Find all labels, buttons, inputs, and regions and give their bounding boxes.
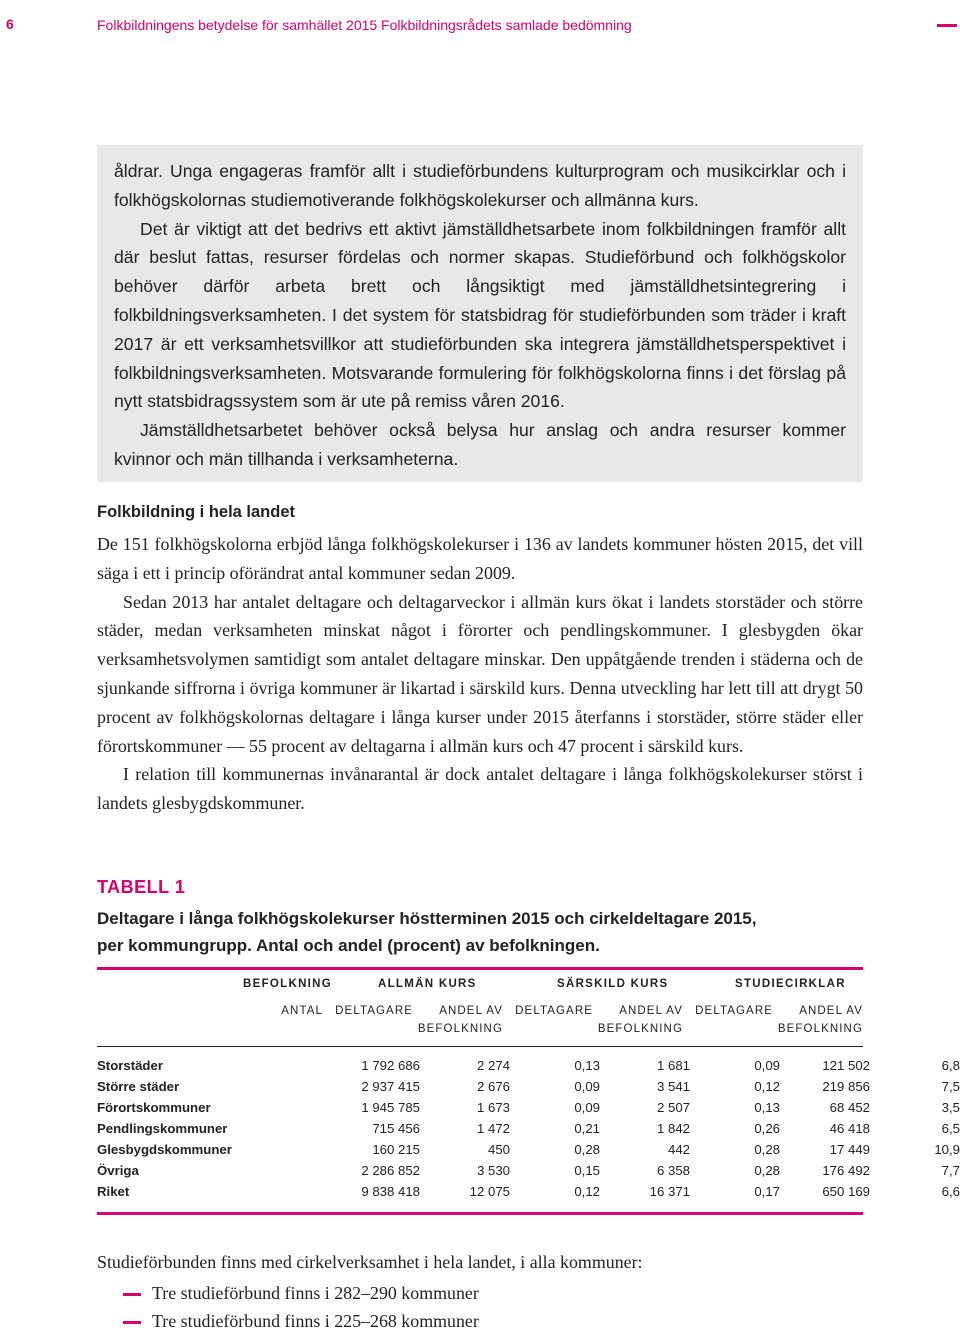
cell-befolkning: 160 215: [372, 1142, 420, 1157]
body-paragraph: I relation till kommunernas invånarantal är dock antalet deltagare i långa folkhögskolekurser störst i landets glesbygdskommuner.: [97, 764, 863, 814]
cell-sc-andel: 7,7: [941, 1163, 960, 1178]
cell-ak-deltagare: 2 274: [476, 1058, 510, 1073]
table-header-rule: [97, 1046, 863, 1047]
section-body: [97, 530, 863, 818]
subheader-text: ANDEL AV: [619, 1005, 683, 1017]
body-paragraph: De 151 folkhögskolorna erbjöd långa folkhögskolekurser i 136 av landets kommuner hösten 2015, det vill säga i ett i princip oförändrat antal kommuner sedan 2009.: [97, 534, 863, 583]
row-label: Större städer: [97, 1079, 180, 1094]
cell-sc-andel: 6,5: [941, 1121, 960, 1136]
page-header: [0, 14, 960, 38]
cell-sc-andel: 6,8: [941, 1058, 960, 1073]
subheader-andel: [413, 1002, 503, 1038]
subheader-text: ANDEL AV: [799, 1005, 863, 1017]
cell-ak-andel: 0,12: [574, 1184, 600, 1199]
highlight-box: [97, 145, 863, 482]
cell-ak-deltagare: 450: [487, 1142, 510, 1157]
cell-sk-andel: 0,12: [754, 1079, 780, 1094]
table-bottom-rule: [97, 1212, 863, 1215]
table-title-line: Deltagare i långa folkhögskolekurser höstterminen 2015 och cirkeldeltagare 2015,: [97, 909, 757, 928]
subheader-text: BEFOLKNING: [777, 1023, 863, 1035]
table-row: [97, 1121, 960, 1142]
bullet-dash-icon: [123, 1293, 141, 1296]
group-header-studiecirklar: STUDIECIRKLAR: [735, 978, 846, 990]
cell-sc-andel: 6,6: [941, 1184, 960, 1199]
row-label: Pendlingskommuner: [97, 1121, 228, 1136]
list-item: [97, 1307, 479, 1335]
row-label: Riket: [97, 1184, 130, 1199]
row-label: Övriga: [97, 1163, 139, 1178]
table-top-rule: [97, 967, 863, 970]
row-label: Förortskommuner: [97, 1100, 211, 1115]
subheader-text: DELTAGARE: [335, 1005, 413, 1017]
cell-ak-deltagare: 3 530: [476, 1163, 510, 1178]
cell-sk-deltagare: 1 681: [656, 1058, 690, 1073]
cell-sk-andel: 0,26: [754, 1121, 780, 1136]
cell-befolkning: 2 937 415: [361, 1079, 420, 1094]
table-title: [97, 905, 863, 959]
subheader-text: DELTAGARE: [515, 1005, 593, 1017]
cell-befolkning: 9 838 418: [361, 1184, 420, 1199]
table-title-line: per kommungrupp. Antal och andel (procent) av befolkningen.: [97, 936, 600, 955]
cell-sk-deltagare: 6 358: [656, 1163, 690, 1178]
cell-sc-deltagare: 121 502: [822, 1058, 870, 1073]
list-item-text: Tre studieförbund finns i 282–290 kommuner: [152, 1283, 479, 1303]
cell-ak-andel: 0,21: [574, 1121, 600, 1136]
cell-ak-andel: 0,15: [574, 1163, 600, 1178]
cell-sk-deltagare: 16 371: [649, 1184, 690, 1199]
cell-befolkning: 715 456: [372, 1121, 420, 1136]
footer-intro: Studieförbunden finns med cirkelverksamhet i hela landet, i alla kommuner:: [97, 1252, 643, 1272]
cell-sk-andel: 0,28: [754, 1163, 780, 1178]
cell-sc-andel: 3,5: [941, 1100, 960, 1115]
cell-sc-deltagare: 17 449: [829, 1142, 870, 1157]
subheader-text: ANTAL: [281, 1005, 323, 1017]
cell-ak-deltagare: 12 075: [469, 1184, 510, 1199]
cell-sc-deltagare: 176 492: [822, 1163, 870, 1178]
bullet-list: [97, 1279, 479, 1335]
table-row: [97, 1163, 960, 1184]
subheader-andel: [773, 1002, 863, 1038]
subheader-deltagare: [693, 1002, 773, 1020]
section-heading: Folkbildning i hela landet: [97, 503, 296, 521]
cell-befolkning: 2 286 852: [361, 1163, 420, 1178]
cell-sk-deltagare: 3 541: [656, 1079, 690, 1094]
header-dash-decoration: [937, 24, 957, 27]
subheader-deltagare: [333, 1002, 413, 1020]
cell-befolkning: 1 792 686: [361, 1058, 420, 1073]
row-label: Storstäder: [97, 1058, 163, 1073]
list-item-text: Tre studieförbund finns i 225–268 kommuner: [152, 1311, 479, 1331]
highlight-box-text: [114, 157, 846, 474]
cell-ak-andel: 0,13: [574, 1058, 600, 1073]
group-header-sarskild-kurs: SÄRSKILD KURS: [557, 978, 669, 990]
subheader-deltagare: [513, 1002, 593, 1020]
cell-ak-andel: 0,09: [574, 1100, 600, 1115]
cell-sk-andel: 0,28: [754, 1142, 780, 1157]
table-row: [97, 1079, 960, 1100]
cell-sk-andel: 0,09: [754, 1058, 780, 1073]
cell-befolkning: 1 945 785: [361, 1100, 420, 1115]
box-paragraph: Jämställdhetsarbetet behöver också belysa hur anslag och andra resurser kommer kvinnor och män tillhanda i verksamheterna.: [114, 420, 846, 469]
cell-sk-andel: 0,17: [754, 1184, 780, 1199]
running-title: Folkbildningens betydelse för samhället 2015 Folkbildningsrådets samlade bedömning: [97, 17, 632, 33]
cell-sk-deltagare: 2 507: [656, 1100, 690, 1115]
cell-sc-deltagare: 46 418: [829, 1121, 870, 1136]
cell-sk-deltagare: 442: [667, 1142, 690, 1157]
page-number: 6: [6, 16, 14, 32]
cell-ak-deltagare: 1 472: [476, 1121, 510, 1136]
table-row: [97, 1058, 960, 1079]
subheader-text: DELTAGARE: [695, 1005, 773, 1017]
cell-sc-deltagare: 219 856: [822, 1079, 870, 1094]
table-row: [97, 1184, 960, 1205]
cell-ak-deltagare: 2 676: [476, 1079, 510, 1094]
list-item: [97, 1279, 479, 1307]
subheader-text: ANDEL AV: [439, 1005, 503, 1017]
cell-sc-deltagare: 650 169: [822, 1184, 870, 1199]
box-paragraph: Det är viktigt att det bedrivs ett aktivt jämställdhetsarbete inom folkbildningen framför allt där beslut fattas, resurser fördelas och normer skapas. Studieförbund och folkhögskolor behöver därför arbeta brett och långsiktigt med jämställdhetsintegrering i folkbildningsverksamheten. I det system för statsbidrag för studieförbunden som träder i kraft 2017 är ett verksamhetsvillkor att studieförbunden ska integrera jämställdhetsperspektivet i folkbildningsverksamheten. Motsvarande formulering för folkhögskolorna finns i det förslag på nytt statsbidragssystem som är ute på remiss våren 2016.: [114, 218, 846, 412]
subheader-text: BEFOLKNING: [417, 1023, 503, 1035]
table-row: [97, 1100, 960, 1121]
cell-sc-andel: 7,5: [941, 1079, 960, 1094]
subheader-antal: [253, 1002, 323, 1020]
cell-sk-deltagare: 1 842: [656, 1121, 690, 1136]
body-paragraph: Sedan 2013 har antalet deltagare och deltagarveckor i allmän kurs ökat i landets storstäder och större städer, medan verksamheten minskat något i förorter och pendlingskommuner. I glesbygden ökar verksamhetsvolymen samtidigt som antalet deltagare minskar. Den uppåtgående trenden i städerna och de sjunkande siffrorna i övriga kommuner är likartad i särskild kurs. Denna utveckling har lett till att drygt 50 procent av folkhögskolornas deltagare i långa kurser under 2015 återfanns i storstäder, större städer eller förortskommuner — 55 procent av deltagarna i allmän kurs och 47 procent i särskild kurs.: [97, 591, 863, 756]
table-row: [97, 1142, 960, 1163]
table-label: TABELL 1: [97, 877, 186, 897]
cell-ak-andel: 0,09: [574, 1079, 600, 1094]
bullet-dash-icon: [123, 1321, 141, 1324]
cell-sc-deltagare: 68 452: [829, 1100, 870, 1115]
cell-sc-andel: 10,9: [934, 1142, 960, 1157]
group-header-befolkning: BEFOLKNING: [243, 978, 333, 990]
cell-sk-andel: 0,13: [754, 1100, 780, 1115]
subheader-text: BEFOLKNING: [597, 1023, 683, 1035]
box-paragraph: åldrar. Unga engageras framför allt i studieförbundens kulturprogram och musikcirklar och i folkhögskolornas studiemotiverande folkhögskolekurser och allmänna kurs.: [114, 161, 846, 210]
row-label: Glesbygdskommuner: [97, 1142, 232, 1157]
group-header-allman-kurs: ALLMÄN KURS: [378, 978, 477, 990]
cell-ak-andel: 0,28: [574, 1142, 600, 1157]
cell-ak-deltagare: 1 673: [476, 1100, 510, 1115]
subheader-andel: [593, 1002, 683, 1038]
